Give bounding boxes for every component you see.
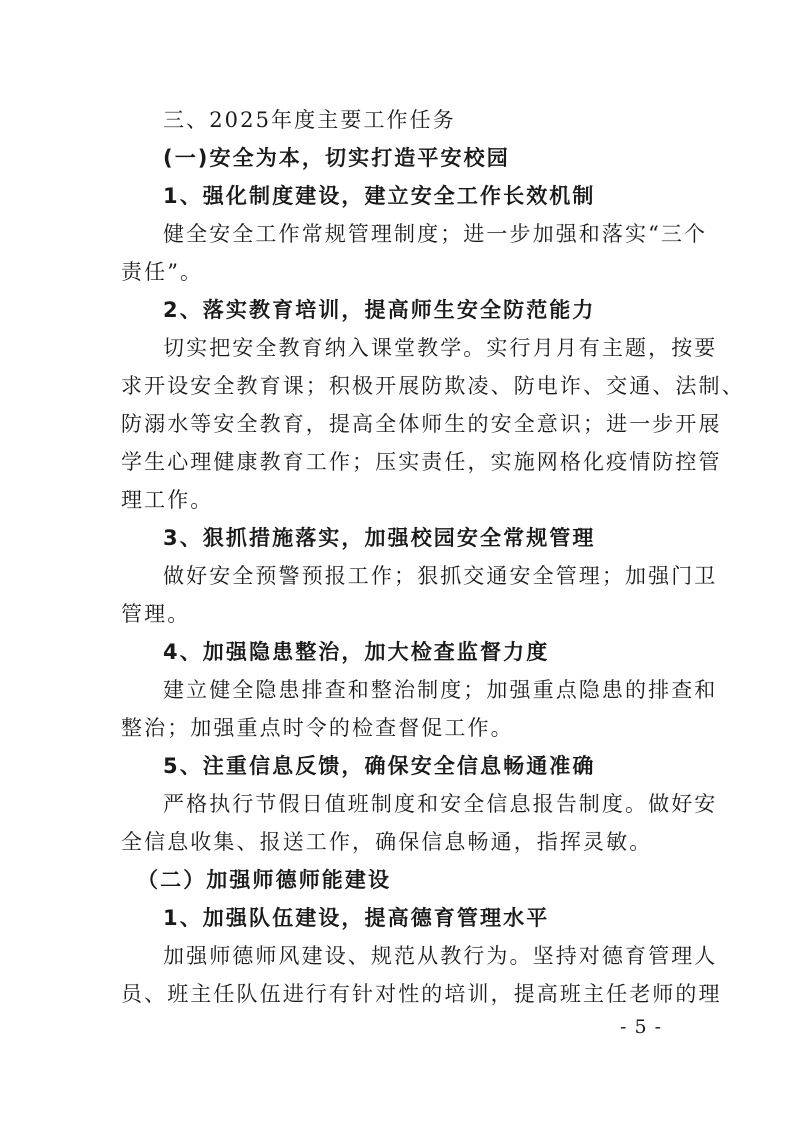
paragraph-line: 健全安全工作常规管理制度；进一步加强和落实“三个 [163,222,708,246]
item-title: 3、狠抓措施落实，加强校园安全常规管理 [163,526,596,550]
part2-heading: （二）加强师德师能建设 [137,868,392,892]
paragraph-line: 责任”。 [121,260,204,284]
paragraph-line: 整治；加强重点时令的检查督促工作。 [121,716,514,740]
item-title: 2、落实教育培训，提高师生安全防范能力 [163,298,596,322]
paragraph-line: 防溺水等安全教育，提高全体师生的安全意识；进一步开展 [121,412,722,436]
item-title: 4、加强隐患整治，加大检查监督力度 [163,640,550,664]
paragraph-line: 员、班主任队伍进行有针对性的培训，提高班主任老师的理 [121,982,722,1006]
section-title: 三、2025年度主要工作任务 [163,108,456,132]
paragraph-line: 建立健全隐患排查和整治制度；加强重点隐患的排查和 [163,678,718,702]
paragraph-line: 全信息收集、报送工作，确保信息畅通，指挥灵敏。 [121,830,653,854]
part1-heading: (一)安全为本，切实打造平安校园 [163,146,510,170]
page-number: - 5 - [620,1016,663,1038]
item-title: 5、注重信息反馈，确保安全信息畅通准确 [163,754,596,778]
item-title: 1、加强队伍建设，提高德育管理水平 [163,906,550,930]
paragraph-line: 求开设安全教育课；积极开展防欺凌、防电诈、交通、法制、 [121,374,745,398]
paragraph-line: 严格执行节假日值班制度和安全信息报告制度。做好安 [163,792,718,816]
paragraph-line: 理工作。 [121,488,214,512]
paragraph-line: 管理。 [121,602,191,626]
paragraph-line: 加强师德师风建设、规范从教行为。坚持对德育管理人 [163,944,718,968]
paragraph-line: 做好安全预警预报工作；狠抓交通安全管理；加强门卫 [163,564,718,588]
paragraph-line: 学生心理健康教育工作；压实责任，实施网格化疫情防控管 [121,450,722,474]
item-title: 1、强化制度建设，建立安全工作长效机制 [163,184,596,208]
paragraph-line: 切实把安全教育纳入课堂教学。实行月月有主题，按要 [163,336,718,360]
